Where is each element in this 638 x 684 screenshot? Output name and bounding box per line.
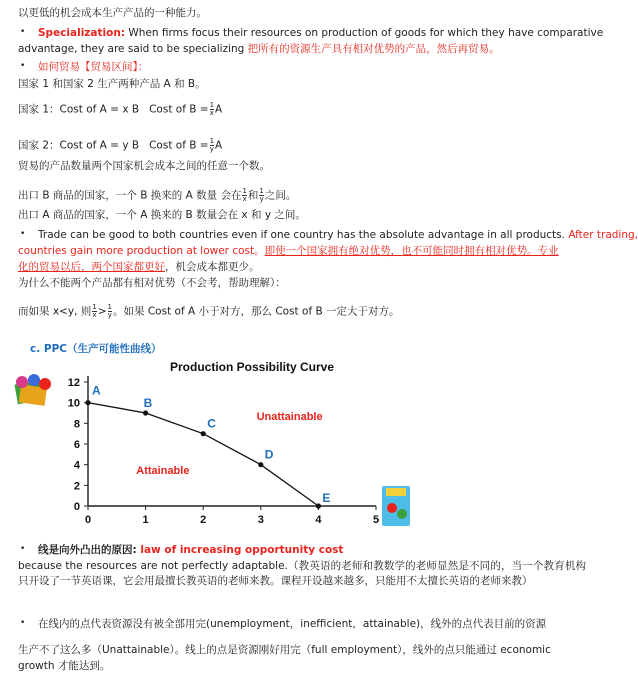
- both-better-text: 化的贸易以后，两个国家都更好: [18, 261, 165, 273]
- specialization-line-1: [38, 26, 604, 40]
- x-tick-label: 5: [372, 514, 380, 526]
- country-2-cost-b: Cost of B =: [149, 139, 209, 152]
- point-label: E: [322, 491, 331, 505]
- growth-line-text: growth 才能达到。: [18, 660, 111, 672]
- export-b-text: 出口 B 商品的国家，一个 B 换来的 A 数量 会在: [18, 189, 242, 202]
- bullet-icon: •: [20, 61, 26, 71]
- fraction-denominator: y: [209, 145, 214, 153]
- country-2-cost: [18, 138, 222, 153]
- fraction-numerator: 1: [242, 187, 247, 195]
- fraction-numerator: 1: [209, 101, 215, 109]
- trade-good-line-2: [18, 244, 559, 258]
- data-point: [85, 400, 90, 405]
- country-2-cost-unit: A: [215, 139, 223, 152]
- specialization-chinese: 把所有的资源生产具有相对优势的产品，然后再贸易。: [247, 43, 500, 55]
- line-why-not-both: 为什么不能两个产品都有相对优势（不会考，帮助理解）：: [18, 277, 286, 289]
- specialization-line-2: [18, 42, 500, 56]
- data-point: [143, 410, 148, 415]
- line-if-x-less-y: [18, 304, 400, 319]
- trade-good-line-3: [18, 260, 260, 274]
- line-trade-quantity: 贸易的产品数量两个国家机会成本之间的任意一个数。: [18, 160, 270, 172]
- fraction: [210, 102, 214, 117]
- x-tick-label: 1: [142, 514, 149, 526]
- point-label: D: [264, 447, 274, 462]
- if-x-less-y-conclusion: 。如果 Cost of A 小于对方，那么 Cost of B 一定大于对方。: [113, 305, 400, 318]
- fraction-denominator: y: [259, 195, 264, 203]
- trade-heading: 如何贸易【贸易区间】：: [38, 61, 149, 73]
- after-trading-text: After trading,: [568, 229, 638, 241]
- unattainable-line-text: 生产不了这么多（Unattainable）。线上的点是资源刚好用完（full employment），线外的点只能通过 economic: [18, 644, 551, 656]
- adaptability-paragraph: because the resources are not perfectly adaptable.（教英语的老师和教数学的老师显然是不同的，当一个教育机构只开设了一节英语课，它会用最擅长教英语的老师来教。课程开设越来越多，只能用不太擅长英语的老师来教）: [18, 560, 586, 587]
- math-book-icon: [380, 484, 412, 528]
- export-b-end: 之间。: [264, 189, 297, 202]
- fraction-denominator: x: [209, 109, 214, 117]
- bullet-icon: •: [20, 229, 26, 239]
- country-2-cost-a: 国家 2：Cost of A = y B: [18, 139, 140, 152]
- bullet-icon: •: [20, 544, 26, 554]
- trade-good-text: Trade can be good to both countries even if one country has the absolute advantage in all products.: [38, 229, 569, 241]
- x-tick-label: 0: [84, 514, 92, 526]
- data-point: [316, 503, 321, 508]
- fraction-numerator: 1: [92, 303, 97, 311]
- lower-cost-text: ，机会成本都更少。: [165, 261, 260, 273]
- chart-annotation: Attainable: [136, 464, 190, 477]
- ppc-chart: [12, 360, 382, 536]
- trade-good-line-1: [38, 228, 638, 242]
- bullet-icon: •: [20, 27, 26, 37]
- specialization-term: Specialization:: [38, 27, 126, 39]
- if-x-less-y-text: 而如果 x<y, 则: [18, 305, 92, 318]
- x-tick-label: 4: [315, 514, 322, 526]
- data-point: [201, 431, 206, 436]
- country-1-cost-a: 国家 1：Cost of A = x B: [18, 103, 140, 116]
- law-line: [38, 543, 343, 557]
- fraction-numerator: 1: [209, 137, 215, 145]
- fraction: [259, 188, 263, 203]
- point-label: C: [207, 416, 216, 431]
- fraction: [242, 188, 246, 203]
- line-export-a: 出口 A 商品的国家，一个 A 换来的 B 数量会在 x 和 y 之间。: [18, 209, 306, 221]
- fraction-numerator: 1: [259, 187, 264, 195]
- y-tick-label: 2: [73, 480, 80, 493]
- x-tick-label: 2: [200, 514, 207, 526]
- ppc-heading: c. PPC（生产可能性曲线）: [30, 343, 162, 355]
- y-tick-label: 10: [67, 397, 80, 410]
- gain-production-text: countries gain more production at lower cost。: [18, 245, 265, 257]
- y-tick-label: 8: [73, 418, 80, 431]
- y-tick-label: 12: [67, 377, 80, 389]
- fraction: [108, 304, 112, 319]
- specialization-text-1: When firms focus their resources on production of goods for which they have comparative: [125, 27, 604, 39]
- chart-title: Production Possibility Curve: [169, 360, 335, 374]
- point-label: A: [92, 383, 101, 398]
- data-point: [258, 462, 263, 467]
- fraction-denominator: y: [107, 311, 112, 319]
- country-1-cost-b: Cost of B =: [149, 103, 209, 116]
- y-tick-label: 6: [73, 439, 80, 451]
- greater-than-sign: >: [97, 305, 107, 318]
- fraction: [92, 304, 96, 319]
- y-tick-label: 4: [73, 459, 80, 472]
- law-name: law of increasing opportunity cost: [140, 544, 344, 556]
- line-opportunity-cost: 以更低的机会成本生产产品的一种能力。: [18, 7, 207, 19]
- y-tick-label: 0: [73, 501, 80, 513]
- fraction-denominator: x: [92, 311, 97, 319]
- line-two-countries: 国家 1 和国家 2 生产两种产品 A 和 B。: [18, 78, 206, 90]
- country-1-cost: [18, 102, 222, 117]
- export-b-and: 和: [247, 189, 259, 202]
- fraction-numerator: 1: [107, 303, 112, 311]
- chart-annotation: Unattainable: [256, 411, 323, 424]
- line-export-b: [18, 188, 296, 203]
- fraction: [210, 138, 214, 153]
- inside-line-text: 在线内的点代表资源没有被全部用完(unemployment，inefficient，attainable)，线外的点代表目前的资源: [38, 618, 547, 630]
- point-label: B: [143, 396, 153, 410]
- x-tick-label: 3: [257, 514, 264, 526]
- country-1-cost-unit: A: [215, 103, 223, 116]
- fraction-denominator: x: [242, 195, 247, 203]
- law-label: 线是向外凸出的原因:: [38, 544, 141, 556]
- absolute-advantage-chinese: 即使一个国家拥有绝对优势，也不可能同时拥有相对优势。专业: [264, 245, 559, 257]
- bullet-icon: •: [20, 618, 26, 628]
- specialization-text-2: advantage, they are said to be specializing: [18, 43, 248, 55]
